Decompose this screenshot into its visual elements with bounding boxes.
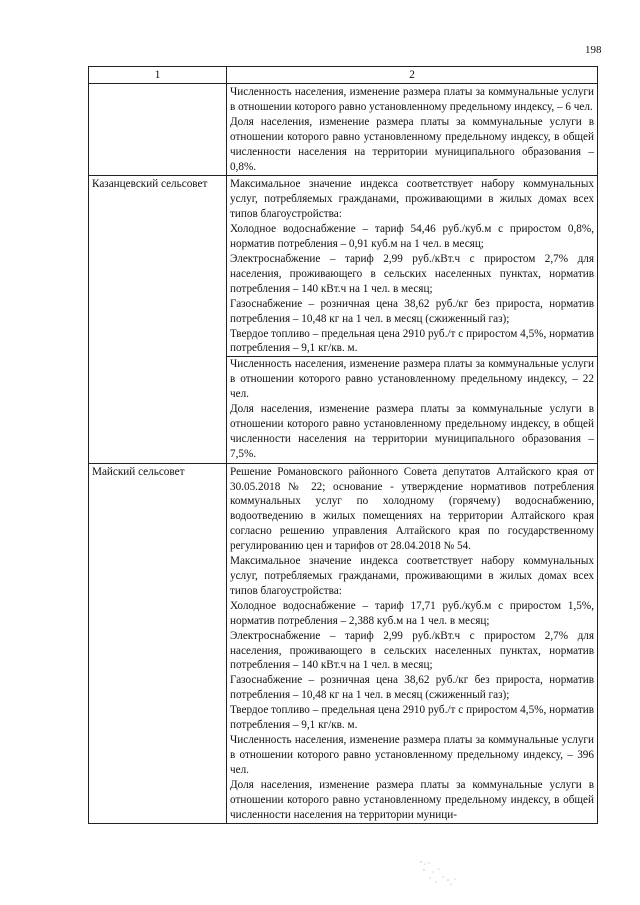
description-paragraph: Доля населения, изменение размера платы за коммунальные услуги в отношении которого равно установленному предельному индексу, в общей численности населения на территории муниципального образования – 0,8%. (230, 115, 594, 173)
description-paragraph: Газоснабжение – розничная цена 38,62 руб./кг без прироста, норматив потребления – 10,48 кг на 1 чел. в месяц (сжиженный газ); (230, 674, 594, 702)
description-paragraph: Электроснабжение – тариф 2,99 руб./кВт.ч с приростом 2,7% для населения, проживающего в сельских населенных пунктах, норматив потребления – 140 кВт.ч на 1 чел. в месяц; (230, 252, 594, 295)
description-paragraph: Численность населения, изменение размера платы за коммунальные услуги в отношении которого равно установленному предельному индексу, – 6 чел. (230, 86, 594, 113)
description-paragraph: Твердое топливо – предельная цена 2910 руб./т с приростом 4,5%, норматив потребления – 9,1 кг/кв. м. (230, 327, 594, 355)
table-row (89, 463, 598, 824)
description-cell (227, 463, 598, 824)
description-paragraph: Доля населения, изменение размера платы за коммунальные услуги в отношении которого равно установленному предельному индексу, в общей численности населения на территории муници- (230, 778, 594, 821)
region-cell: Майский сельсовет (89, 463, 227, 824)
column-header-2: 2 (227, 67, 598, 84)
region-cell: Казанцевский сельсовет (89, 176, 227, 463)
page-number: 198 (585, 44, 602, 56)
description-paragraph: Газоснабжение – розничная цена 38,62 руб./кг без прироста, норматив потребления – 10,48 кг на 1 чел. в месяц (сжиженный газ); (230, 297, 594, 325)
description-paragraph: Максимальное значение индекса соответствует набору коммунальных услуг, потребляемых гражданами, проживающими в жилых домах всех типов благоустройства: (230, 555, 594, 597)
table-header-row (89, 67, 598, 84)
description-paragraph: Электроснабжение – тариф 2,99 руб./кВт.ч с приростом 2,7% для населения, проживающего в сельских населенных пунктах, норматив потребления – 140 кВт.ч на 1 чел. в месяц; (230, 629, 594, 672)
description-paragraph: Численность населения, изменение размера платы за коммунальные услуги в отношении которого равно установленному предельному индексу, – 22 чел. (227, 356, 597, 402)
description-cell (227, 176, 598, 463)
description-paragraph: Максимальное значение индекса соответствует набору коммунальных услуг, потребляемых гражданами, проживающими в жилых домах всех типов благоустройства: (230, 178, 594, 221)
description-paragraph: Твердое топливо – предельная цена 2910 руб./т с приростом 4,5%, норматив потребления – 9,1 кг/кв. м. (230, 704, 594, 732)
description-paragraph: Доля населения, изменение размера платы за коммунальные услуги в отношении которого равно установленному предельному индексу, в общей численности населения на территории муниципального образования – 7,5%. (230, 403, 594, 460)
description-paragraph: Холодное водоснабжение – тариф 17,71 руб./куб.м с приростом 1,5%, норматив потребления – 2,388 куб.м на 1 чел. в месяц; (230, 599, 594, 627)
description-paragraph: Холодное водоснабжение – тариф 54,46 руб./куб.м с приростом 0,8%, норматив потребления – 0,91 куб.м на 1 чел. в месяц; (230, 223, 594, 251)
table-row (89, 176, 598, 463)
description-cell (227, 84, 598, 176)
table-body (89, 84, 598, 824)
indices-table (88, 66, 598, 824)
region-cell (89, 84, 227, 176)
description-paragraph: Решение Романовского районного Совета депутатов Алтайского края от 30.05.2018 № 22; основание - утверждение нормативов потребления коммунальных услуг по холодному (горячему) водоснабжению, водоотведению в жилых помещениях на территории Алтайского края согласно решению управления Алтайского края по государственному регулированию цен и тарифов от 28.04.2018 № 54. (230, 465, 594, 553)
scan-artifact (415, 858, 465, 888)
column-header-1: 1 (89, 67, 227, 84)
table-row (89, 84, 598, 176)
description-paragraph: Численность населения, изменение размера платы за коммунальные услуги в отношении которого равно установленному предельному индексу, – 396 чел. (230, 733, 594, 776)
